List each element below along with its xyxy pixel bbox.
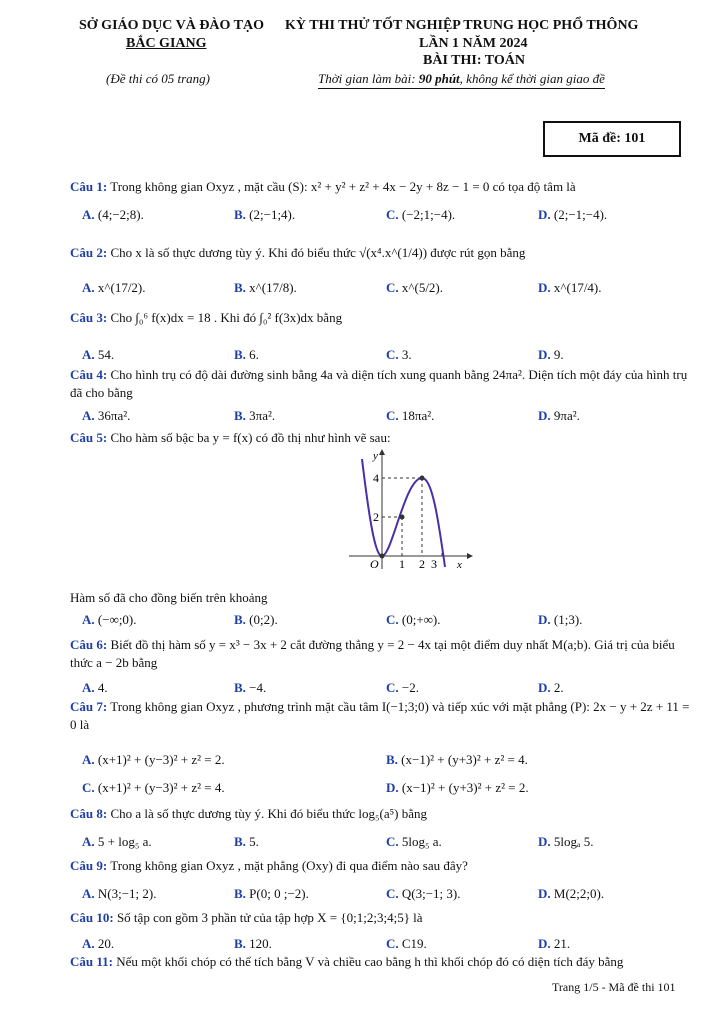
- header-page-count: (Đề thi có 05 trang): [106, 71, 210, 86]
- exam-code-box: Mã đề: 101: [543, 121, 681, 157]
- option-a[interactable]: A. 5 + log₅ a.: [82, 834, 152, 849]
- question-1: [70, 179, 576, 195]
- question-stem: Trong không gian Oxyz , mặt phẳng (Oxy) đi qua điểm nào sau đây?: [110, 858, 468, 873]
- option-d[interactable]: D. (1;3).: [538, 612, 583, 627]
- header-department: SỞ GIÁO DỤC VÀ ĐÀO TẠO: [79, 18, 265, 33]
- option-a[interactable]: A. 36πa².: [82, 408, 131, 423]
- option-c[interactable]: C. Q(3;−1; 3).: [386, 886, 461, 901]
- y-axis-label: y: [373, 450, 378, 462]
- option-d[interactable]: D. (2;−1;−4).: [538, 207, 608, 222]
- option-c[interactable]: C. 5log₅ a.: [386, 834, 442, 849]
- option-b[interactable]: B. P(0; 0 ;−2).: [234, 886, 309, 901]
- exam-time-duration: 90 phút: [418, 71, 460, 86]
- question-10: Câu 10: Số tập con gồm 3 phần tử của tập hợp X = {0;1;2;3;4;5} là: [70, 910, 423, 925]
- option-d[interactable]: D. (x−1)² + (y+3)² + z² = 2.: [386, 780, 529, 795]
- point-origin: [380, 554, 385, 559]
- option-b[interactable]: B. x^(17/8).: [234, 280, 297, 295]
- exam-title: KỲ THI THỬ TỐT NGHIỆP TRUNG HỌC PHỔ THÔNG: [285, 18, 639, 33]
- origin-label: O: [370, 557, 379, 571]
- option-c[interactable]: C. (0;+∞).: [386, 612, 441, 627]
- option-c[interactable]: C. (−2;1;−4).: [386, 207, 456, 222]
- option-c[interactable]: C. −2.: [386, 680, 419, 695]
- option-d[interactable]: D. 21.: [538, 936, 571, 951]
- question-stem: Cho x là số thực dương tùy ý. Khi đó biểu thức √(x⁴.x^(1/4)) được rút gọn bằng: [110, 245, 526, 260]
- question-5: Câu 5: Cho hàm số bậc ba y = f(x) có đồ thị như hình vẽ sau:: [70, 430, 391, 445]
- question-stem: Cho hàm số bậc ba y = f(x) có đồ thị như hình vẽ sau:: [110, 430, 391, 445]
- option-c[interactable]: C. C19.: [386, 936, 427, 951]
- exam-time: [318, 71, 605, 89]
- question-stem: Cho ∫₀⁶ f(x)dx = 18 . Khi đó ∫₀² f(3x)dx bằng: [110, 310, 343, 325]
- option-b[interactable]: B. (2;−1;4).: [234, 207, 296, 222]
- option-b[interactable]: B. (x−1)² + (y+3)² + z² = 4.: [386, 752, 528, 767]
- option-d[interactable]: D. M(2;2;0).: [538, 886, 605, 901]
- exam-time-prefix: Thời gian làm bài:: [318, 71, 419, 86]
- exam-subject: BÀI THI: TOÁN: [423, 53, 525, 68]
- option-d[interactable]: D. x^(17/4).: [538, 280, 602, 295]
- x-axis-label: x: [457, 559, 462, 571]
- option-d[interactable]: D. 9πa².: [538, 408, 580, 423]
- x-tick-1: 1: [399, 557, 405, 571]
- option-c[interactable]: C. x^(5/2).: [386, 280, 444, 295]
- question-2: Câu 2: Cho x là số thực dương tùy ý. Khi đó biểu thức √(x⁴.x^(1/4)) được rút gọn bằng: [70, 245, 526, 260]
- question-stem: Trong không gian Oxyz , phương trình mặt cầu tâm I(−1;3;0) và tiếp xúc với mặt phẳng (P): 2x − y + 2z + 11 = 0 là: [70, 699, 690, 732]
- option-a[interactable]: A. 54.: [82, 347, 115, 362]
- question-8: Câu 8: Cho a là số thực dương tùy ý. Khi đó biểu thức log₅(a⁵) bằng: [70, 806, 427, 821]
- option-c[interactable]: C. (x+1)² + (y−3)² + z² = 4.: [82, 780, 225, 795]
- option-d[interactable]: D. 5logₐ 5.: [538, 834, 594, 849]
- question-4: Câu 4: Cho hình trụ có độ dài đường sinh bằng 4a và diện tích xung quanh bằng 24πa². Diện tích một đáy của hình trụ đã cho bằng: [70, 367, 688, 400]
- option-b[interactable]: B. −4.: [234, 680, 267, 695]
- x-tick-3: 3: [431, 557, 437, 571]
- x-tick-2: 2: [419, 557, 425, 571]
- option-c[interactable]: C. 3.: [386, 347, 412, 362]
- question-6: Câu 6: Biết đồ thị hàm số y = x³ − 3x + 2 cắt đường thẳng y = 2 − 4x tại một điểm duy nhất M(a;b). Giá trị của biểu thức a − 2b bằng: [70, 637, 675, 670]
- question-7: Câu 7: Trong không gian Oxyz , phương trình mặt cầu tâm I(−1;3;0) và tiếp xúc với mặt phẳng (P): 2x − y + 2z + 11 = 0 là: [70, 699, 690, 732]
- exam-round: LẦN 1 NĂM 2024: [419, 36, 528, 51]
- option-a[interactable]: A. x^(17/2).: [82, 280, 146, 295]
- option-b[interactable]: B. 5.: [234, 834, 259, 849]
- question-stem: Nếu một khối chóp có thể tích bằng V và chiều cao bằng h thì khối chóp đó có diện tích đáy bằng: [116, 954, 624, 969]
- y-tick-4: 4: [373, 471, 379, 485]
- cubic-function-graph: [345, 447, 475, 572]
- option-d[interactable]: D. 2.: [538, 680, 564, 695]
- option-a[interactable]: A. (x+1)² + (y−3)² + z² = 2.: [82, 752, 225, 767]
- exam-time-suffix: , không kể thời gian giao đề: [459, 71, 605, 86]
- option-a[interactable]: A. 20.: [82, 936, 115, 951]
- option-d[interactable]: D. 9.: [538, 347, 564, 362]
- option-a[interactable]: A. N(3;−1; 2).: [82, 886, 157, 901]
- option-a[interactable]: A. (−∞;0).: [82, 612, 137, 627]
- question-stem: Biết đồ thị hàm số y = x³ − 3x + 2 cắt đường thẳng y = 2 − 4x tại một điểm duy nhất M(a;b). Giá trị của biểu thức a − 2b bằng: [70, 637, 675, 670]
- option-a[interactable]: A. 4.: [82, 680, 108, 695]
- point-1-2: [400, 515, 405, 520]
- x-axis-arrow: [467, 553, 473, 559]
- option-b[interactable]: B. (0;2).: [234, 612, 278, 627]
- question-label: Câu 1:: [70, 179, 108, 194]
- page-footer: Trang 1/5 - Mã đề thi 101: [552, 980, 676, 994]
- option-a[interactable]: A. (4;−2;8).: [82, 207, 144, 222]
- question-3: Câu 3: Cho ∫₀⁶ f(x)dx = 18 . Khi đó ∫₀² f(3x)dx bằng: [70, 310, 343, 325]
- question-stem: Cho a là số thực dương tùy ý. Khi đó biểu thức log₅(a⁵) bằng: [110, 806, 427, 821]
- y-tick-2: 2: [373, 510, 379, 524]
- question-11: Câu 11: Nếu một khối chóp có thể tích bằng V và chiều cao bằng h thì khối chóp đó có diện tích đáy bằng: [70, 954, 624, 969]
- question-9: Câu 9: Trong không gian Oxyz , mặt phẳng (Oxy) đi qua điểm nào sau đây?: [70, 858, 468, 873]
- question-stem: Số tập con gồm 3 phần tử của tập hợp X = {0;1;2;3;4;5} là: [116, 910, 423, 925]
- question-5-prompt: Hàm số đã cho đồng biến trên khoảng: [70, 590, 268, 605]
- y-axis-arrow: [379, 449, 385, 455]
- option-b[interactable]: B. 6.: [234, 347, 259, 362]
- option-b[interactable]: B. 120.: [234, 936, 272, 951]
- question-stem: Trong không gian Oxyz , mặt cầu (S): x² + y² + z² + 4x − 2y + 8z − 1 = 0 có tọa độ tâm là: [110, 179, 576, 194]
- header-province: BẮC GIANG: [126, 36, 207, 51]
- option-b[interactable]: B. 3πa².: [234, 408, 276, 423]
- point-max: [420, 476, 425, 481]
- question-stem: Cho hình trụ có độ dài đường sinh bằng 4a và diện tích xung quanh bằng 24πa². Diện tích một đáy của hình trụ đã cho bằng: [70, 367, 688, 400]
- option-c[interactable]: C. 18πa².: [386, 408, 435, 423]
